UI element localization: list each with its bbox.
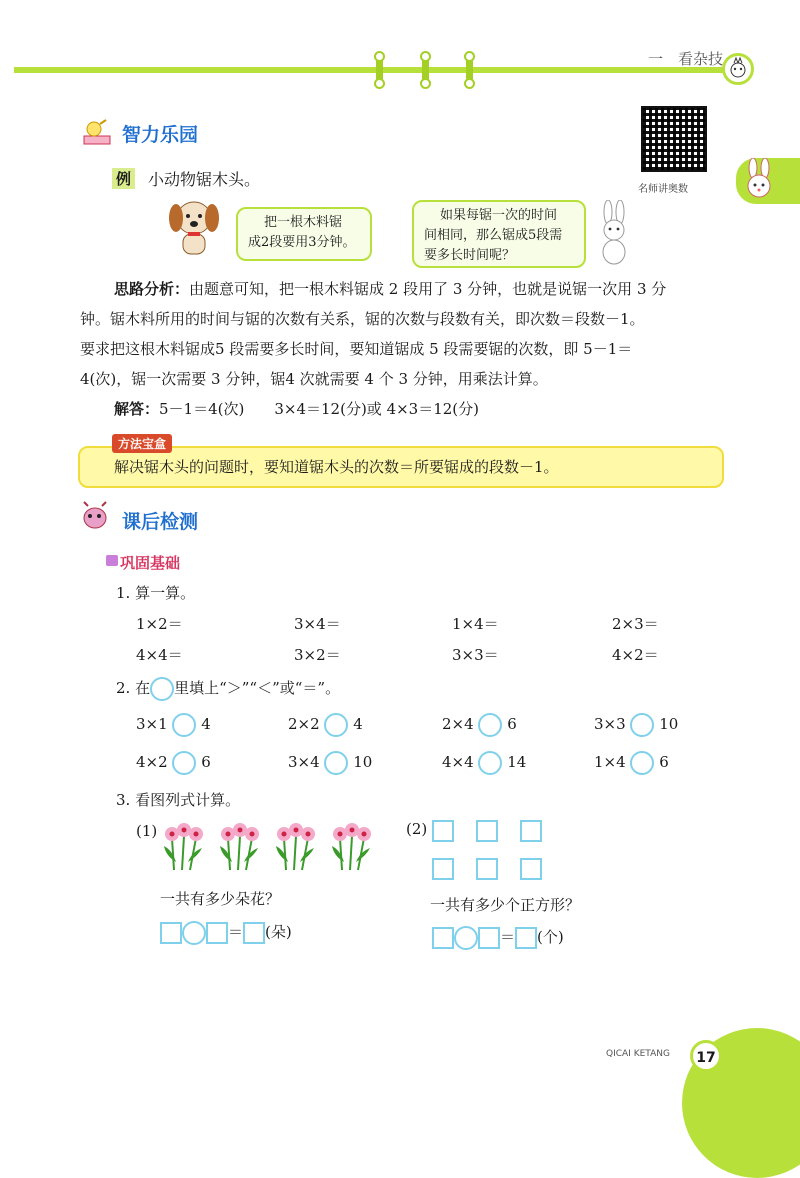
rabbit-speech-bubble [412,200,586,268]
unit-label: (朵) [265,923,292,941]
answer-box[interactable] [206,922,228,944]
answer-text: 5－1＝4(次) 3×4＝12(分)或 4×3＝12(分) [159,400,480,418]
bubble-line: 间相同，那么锯成5段需 [424,228,563,243]
footer-brand: QICAI KETANG [606,1049,670,1059]
q2-right: 6 [507,715,517,733]
bubble-line: 如果每锯一次的时间 [440,208,558,223]
q3-part2-question: 一共有多少个正方形？ [430,896,581,914]
section-title-kehou: 课后检测 [122,511,199,533]
q3-part1-question: 一共有多少朵花？ [160,890,281,908]
tip-tag: 方法宝盒 [112,434,172,453]
header-bar [14,67,726,73]
rabbit-icon [596,200,632,270]
q2-left: 4×2 [136,753,168,771]
q2-left: 4×4 [442,753,474,771]
bubble-line: 要多长时间呢？ [424,248,516,263]
dog-icon [166,196,222,262]
q1-expr: 1×4＝ [452,615,499,633]
answer-circle[interactable] [454,926,478,950]
analysis-label: 思路分析： [114,280,190,298]
q2-right: 4 [353,715,363,733]
q1-expr: 3×3＝ [452,646,499,664]
dog-speech-bubble [236,207,372,261]
q2-item [594,713,678,737]
qr-label: 名师讲奥数 [638,184,688,195]
binder-ring-icon [422,52,429,88]
answer-circle[interactable] [172,713,196,737]
q3-label: 3. 看图列式计算。 [116,791,241,809]
q2-right: 6 [201,753,211,771]
unit-label: (个) [537,928,564,946]
q2-item [442,713,517,737]
flower-icon [276,823,315,870]
flower-icon [164,823,203,870]
q2-left: 3×4 [288,753,320,771]
rabbit-tab-icon [736,158,800,204]
answer-box[interactable] [515,927,537,949]
flower-icon [332,823,371,870]
answer-box[interactable] [478,927,500,949]
q2-item [136,751,211,775]
lightbulb-book-icon [80,118,110,148]
q2-left: 2×4 [442,715,474,733]
square-icon [476,820,498,842]
analysis-line: 钟。锯木料所用的时间与锯的次数有关系，锯的次数与段数有关，即次数＝段数－1。 [80,310,645,328]
q2-right: 4 [201,715,211,733]
q3-part1-equation [160,921,292,945]
q2-item [136,713,211,737]
analysis-line: 要求把这根木料锯成5 段需要多长时间，要知道锯成 5 段需要锯的次数，即 5－1＝ [80,340,633,358]
bubble-line: 成2段要用3分钟。 [248,235,356,250]
q2-right: 10 [353,753,373,771]
flower-icon [220,823,259,870]
answer-circle[interactable] [478,751,502,775]
q2-item [288,751,372,775]
subsection-title: 巩固基础 [120,554,181,572]
answer-box[interactable] [432,927,454,949]
q1-expr: 1×2＝ [136,615,183,633]
square-icon [432,858,454,880]
q2-right: 6 [659,753,669,771]
q2-left: 1×4 [594,753,626,771]
q1-expr: 4×4＝ [136,646,183,664]
section-title-zhili: 智力乐园 [122,124,199,146]
answer-box[interactable] [160,922,182,944]
qr-code-icon[interactable] [641,106,707,172]
q1-expr: 2×3＝ [612,615,659,633]
q3-part1-label: (1) [136,822,158,840]
analysis-paragraph [80,274,730,424]
equals-sign: ＝ [228,923,244,941]
q2-item [288,713,363,737]
square-icon [520,820,542,842]
q1-expr: 4×2＝ [612,646,659,664]
q2-left: 3×3 [594,715,626,733]
answer-circle[interactable] [324,713,348,737]
page-number: 17 [690,1040,722,1072]
q2-item [442,751,526,775]
answer-circle[interactable] [630,713,654,737]
q3-part2-label: (2) [406,820,428,838]
q1-expr: 3×4＝ [294,615,341,633]
squares-group [432,820,544,882]
binder-ring-icon [466,52,473,88]
answer-box[interactable] [243,922,265,944]
q2-label [116,677,340,701]
q1-expr: 3×2＝ [294,646,341,664]
sample-circle [150,677,174,701]
square-icon [520,858,542,880]
q2-right: 14 [507,753,527,771]
q2-left: 2×2 [288,715,320,733]
analysis-line: 4(次)，锯一次需要 3 分钟，锯4 次就需要 4 个 3 分钟，用乘法计算。 [80,370,548,388]
q2-label-post: 里填上“＞”“＜”或“＝”。 [174,679,341,697]
analysis-line: 由题意可知，把一根木料锯成 2 段用了 3 分钟，也就是说锯一次用 3 分 [189,280,667,298]
answer-circle[interactable] [182,921,206,945]
q1-label: 1. 算一算。 [116,584,196,602]
q2-item [594,751,669,775]
equals-sign: ＝ [500,928,516,946]
answer-label: 解答： [114,400,160,418]
answer-circle[interactable] [630,751,654,775]
bubble-line: 把一根木料锯 [264,215,343,230]
example-text: 小动物锯木头。 [148,170,261,189]
q2-label-pre: 2. 在 [116,679,151,697]
tip-text: 解决锯木头的问题时，要知道锯木头的次数＝所要锯成的段数－1。 [114,458,559,476]
flowers-group [162,822,382,874]
answer-circle[interactable] [324,751,348,775]
q3-part2-equation [432,926,564,950]
q2-right: 10 [659,715,679,733]
chapter-title: 一 看杂技 [648,50,724,68]
bug-mascot-icon [78,500,108,530]
square-icon [476,858,498,880]
example-badge: 例 [112,168,135,189]
q2-left: 3×1 [136,715,168,733]
mascot-icon [722,53,754,85]
answer-circle[interactable] [172,751,196,775]
binder-ring-icon [376,52,383,88]
square-icon [432,820,454,842]
answer-circle[interactable] [478,713,502,737]
book-icon [106,555,118,566]
